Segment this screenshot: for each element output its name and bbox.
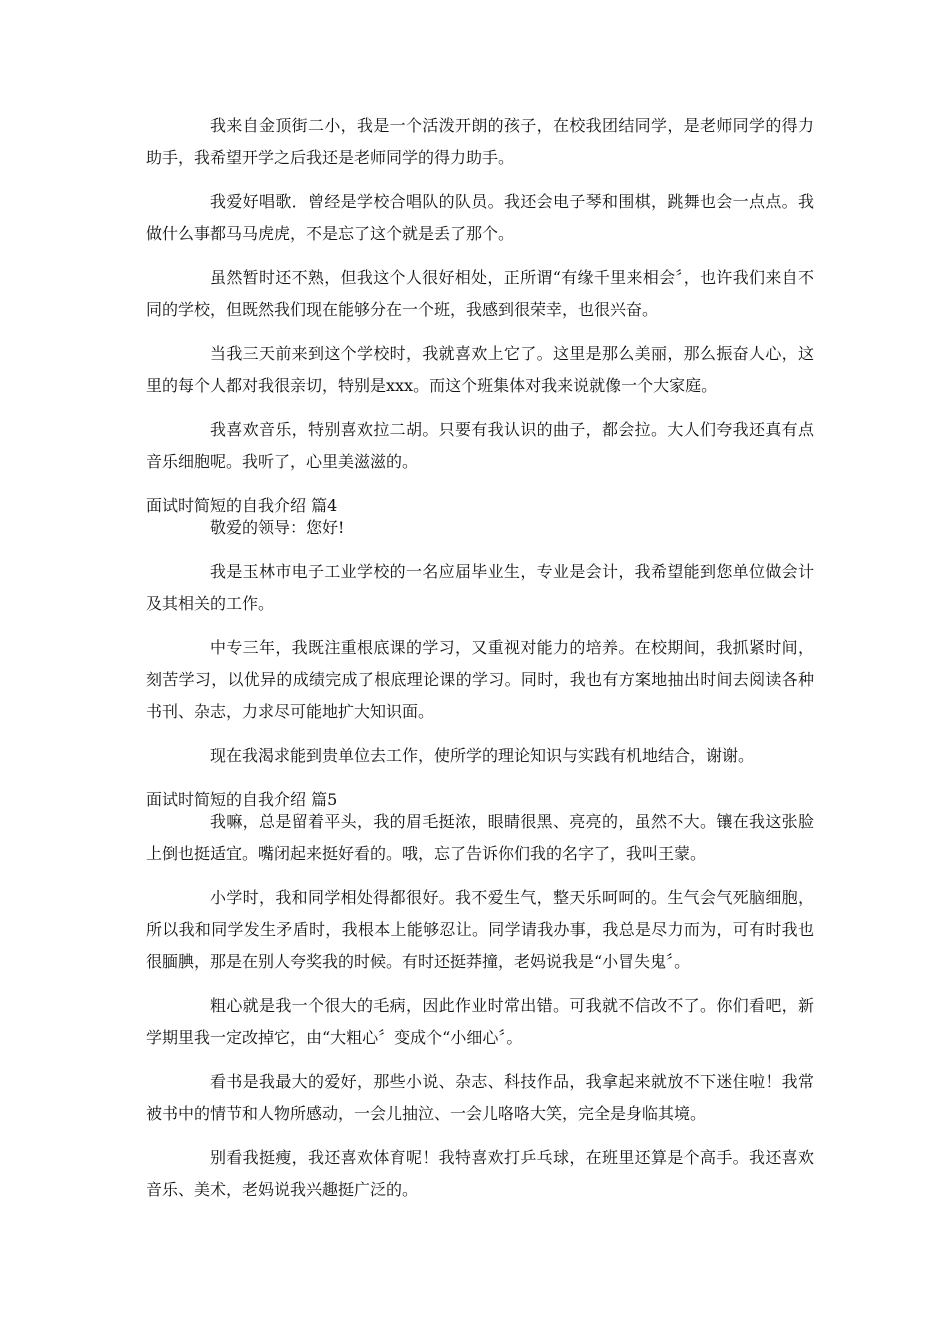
paragraph: 我来自金顶街二小，我是一个活泼开朗的孩子，在校我团结同学，是老师同学的得力助手，我希望开学之后我还是老师同学的得力助手。 — [146, 116, 814, 167]
paragraph: 我爱好唱歌．曾经是学校合唱队的队员。我还会电子琴和围棋，跳舞也会一点点。我做什么事都马马虎虎，不是忘了这个就是丢了那个。 — [146, 192, 814, 243]
paragraph: 粗心就是我一个很大的毛病，因此作业时常出错。可我就不信改不了。你们看吧，新学期里我一定改掉它，由“大粗心〞变成个“小细心〞。 — [146, 996, 814, 1047]
paragraph: 别看我挺瘦，我还喜欢体育呢！我特喜欢打乒乓球，在班里还算是个高手。我还喜欢音乐、美术，老妈说我兴趣挺广泛的。 — [146, 1148, 814, 1199]
paragraph: 我嘛，总是留着平头，我的眉毛挺浓，眼睛很黑、亮亮的，虽然不大。镶在我这张脸上倒也挺适宜。嘴闭起来挺好看的。哦，忘了告诉你们我的名字了，我叫王蒙。 — [146, 812, 814, 863]
paragraph: 我喜欢音乐，特别喜欢拉二胡。只要有我认识的曲子，都会拉。大人们夸我还真有点音乐细胞呢。我听了，心里美滋滋的。 — [146, 420, 814, 471]
paragraph: 现在我渴求能到贵单位去工作，使所学的理论知识与实践有机地结合，谢谢。 — [210, 746, 755, 765]
paragraph: 当我三天前来到这个学校时，我就喜欢上它了。这里是那么美丽，那么振奋人心，这里的每个人都对我很亲切，特别是xxx。而这个班集体对我来说就像一个大家庭。 — [146, 344, 814, 395]
paragraph: 中专三年，我既注重根底课的学习，又重视对能力的培养。在校期间，我抓紧时间，刻苦学习，以优异的成绩完成了根底理论课的学习。同时，我也有方案地抽出时间去阅读各种书刊、杂志，力求尽可能地扩大知识面。 — [146, 638, 814, 721]
section-heading: 面试时简短的自我介绍 篇5 — [146, 790, 338, 809]
paragraph: 虽然暂时还不熟，但我这个人很好相处，正所谓“有缘千里来相会〞，也许我们来自不同的学校，但既然我们现在能够分在一个班，我感到很荣幸，也很兴奋。 — [146, 268, 814, 319]
greeting: 敬爱的领导：您好! — [210, 518, 345, 537]
paragraph: 我是玉林市电子工业学校的一名应届毕业生，专业是会计，我希望能到您单位做会计及其相关的工作。 — [146, 562, 814, 613]
paragraph: 小学时，我和同学相处得都很好。我不爱生气，整天乐呵呵的。生气会气死脑细胞，所以我和同学发生矛盾时，我根本上能够忍让。同学请我办事，我总是尽力而为，可有时我也很腼腆，那是在别人夸奖我的时候。有时还挺莽撞，老妈说我是“小冒失鬼〞。 — [146, 888, 814, 971]
paragraph: 看书是我最大的爱好，那些小说、杂志、科技作品，我拿起来就放不下迷住啦！我常被书中的情节和人物所感动，一会儿抽泣、一会儿咯咯大笑，完全是身临其境。 — [146, 1072, 814, 1123]
section-heading: 面试时简短的自我介绍 篇4 — [146, 496, 338, 515]
